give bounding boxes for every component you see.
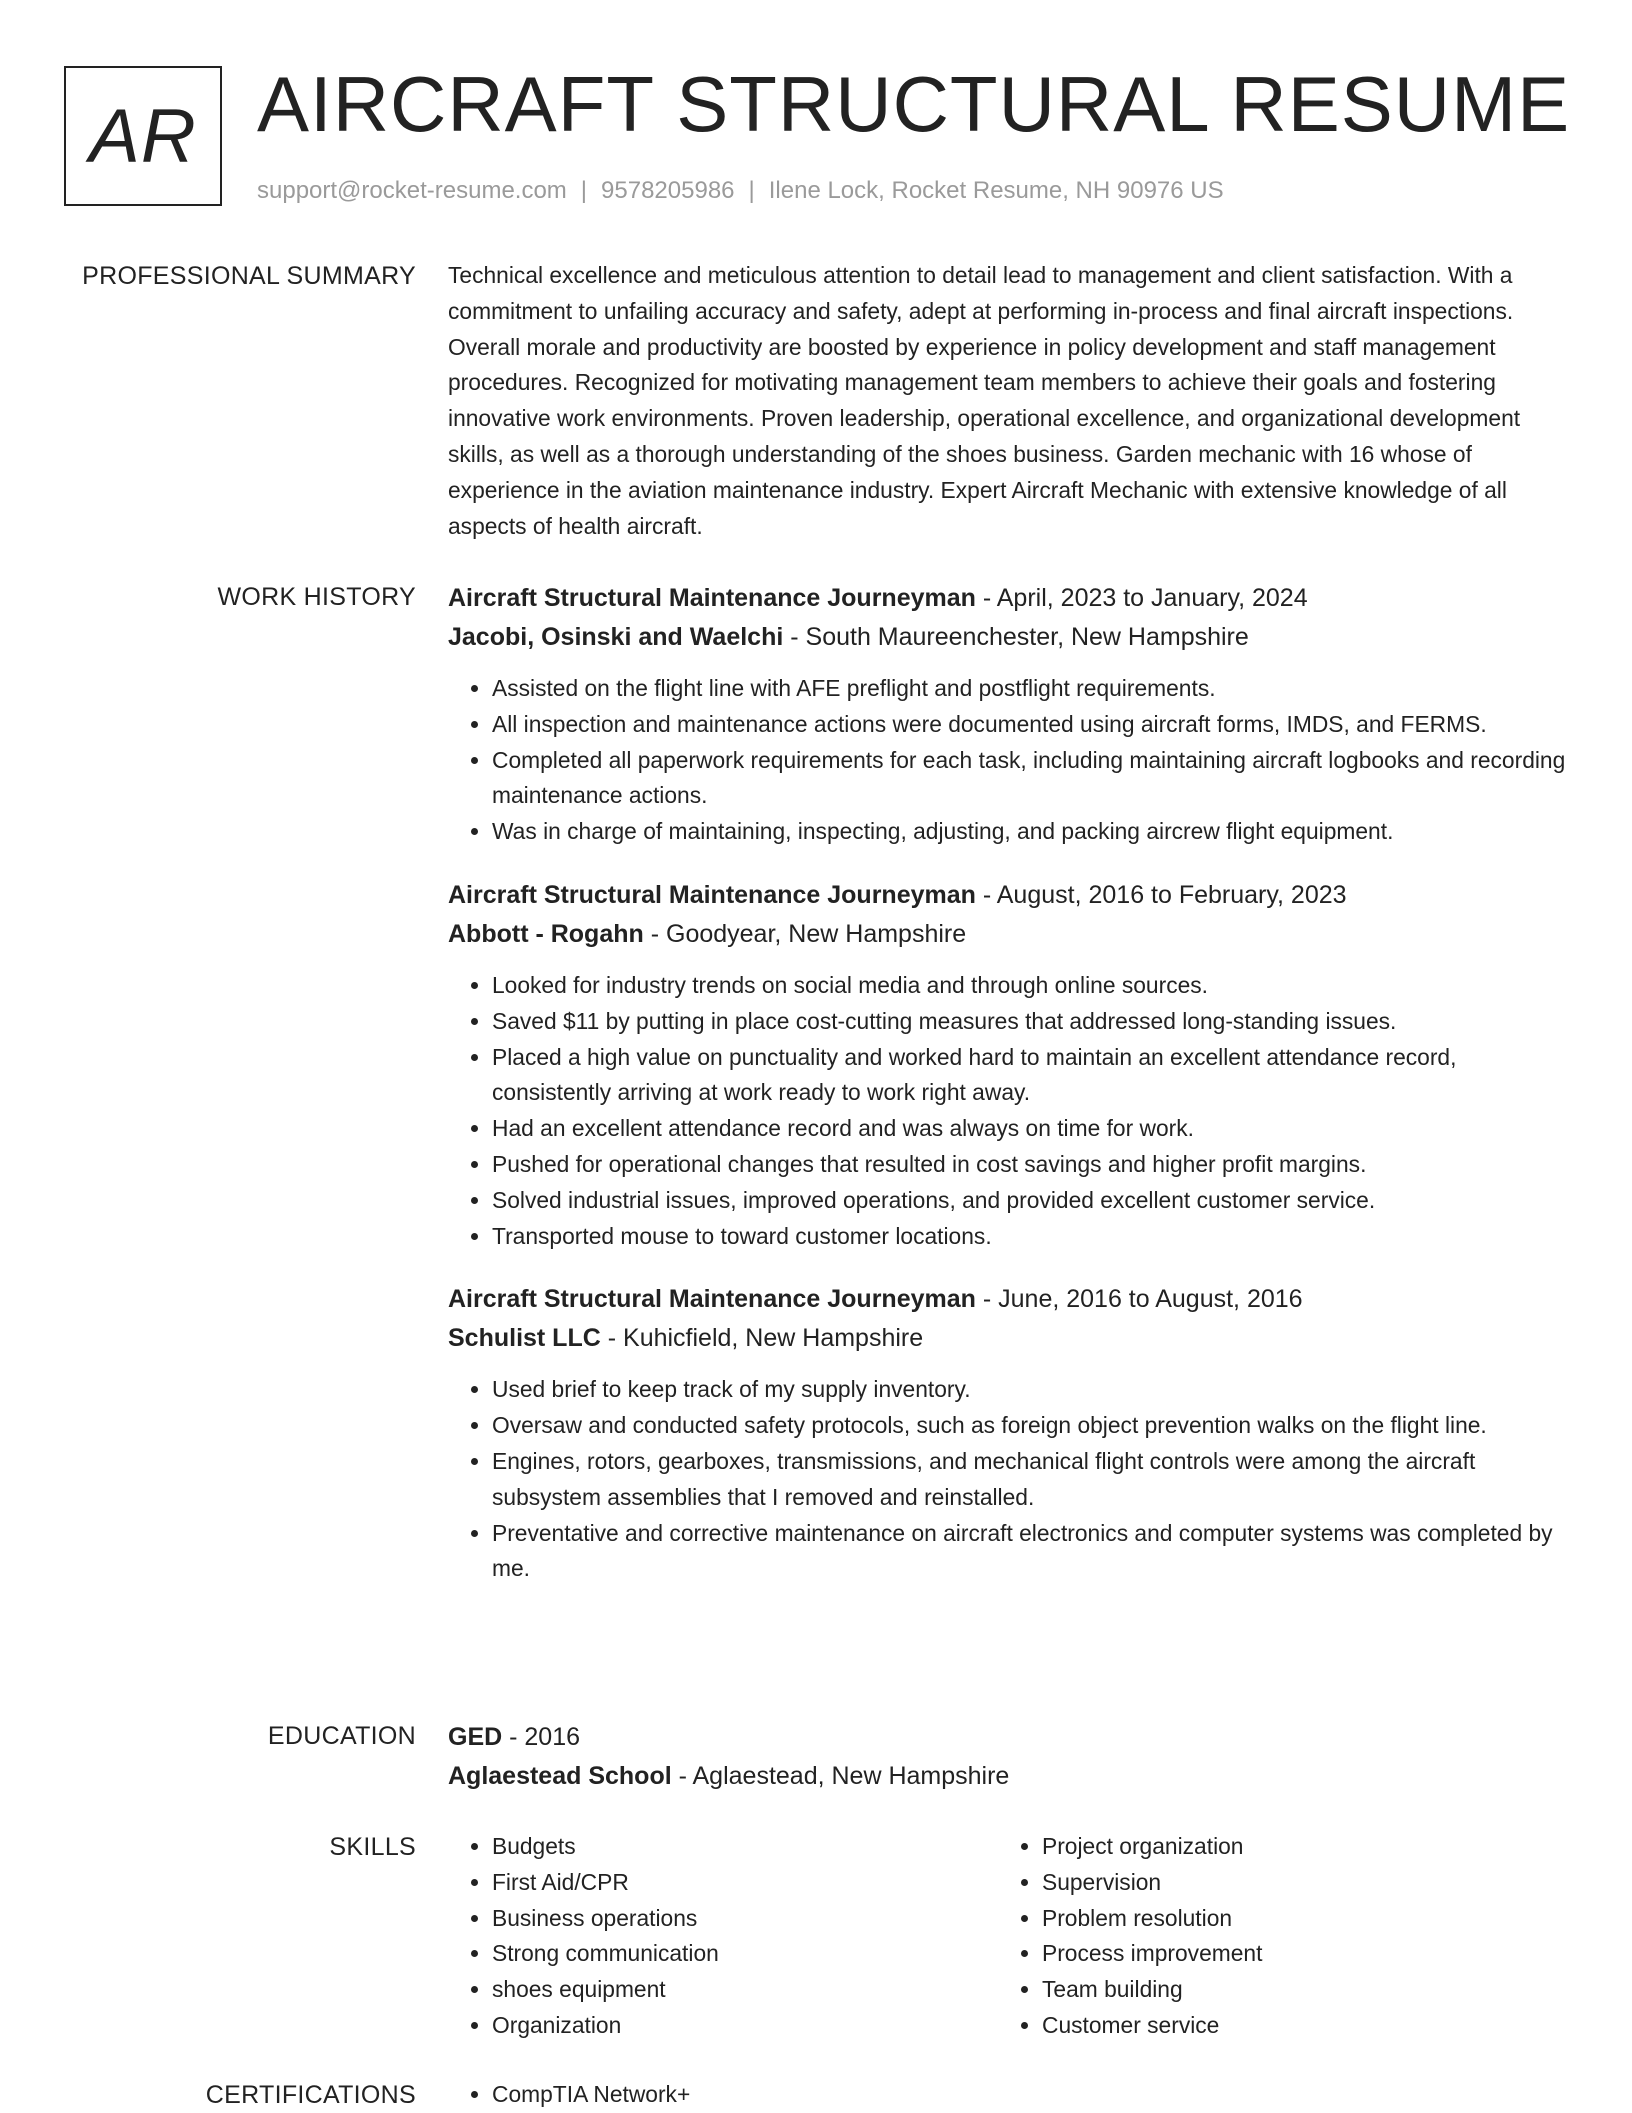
job-company: Schulist LLC [448, 1324, 601, 1353]
job-bullet: • Oversaw and conducted safety protocols, such as foreign object prevention walks on the flight line. [492, 1408, 1568, 1444]
contact-separator: | [580, 177, 588, 204]
job-bullets [448, 671, 1568, 850]
contact-address: Ilene Lock, Rocket Resume, NH 90976 US [768, 177, 1224, 204]
education-degree: GED [448, 1723, 503, 1751]
job-title: Aircraft Structural Maintenance Journeyman [448, 1285, 976, 1314]
job-bullet: • Completed all paperwork requirements for each task, including maintaining aircraft logbooks and recording maintenance actions. [492, 743, 1568, 815]
skill-item: • Organization [492, 2008, 968, 2044]
job-entry [448, 579, 1568, 850]
skills-column-left [448, 1829, 968, 2044]
job-location: - South Maureenchester, New Hampshire [783, 623, 1249, 651]
summary-text: Technical excellence and meticulous attention to detail lead to management and client satisfaction. With a commitment to unfailing accuracy and safety, adept at performing in-process and final aircraft inspections. Overall morale and productivity are boosted by experience in policy development and staff management procedures. Recognized for motivating management team members to achieve their goals and fostering innovative work environments. Proven leadership, operational excellence, and organizational development skills, as well as a thorough understanding of the shoes business. Garden mechanic with 16 whose of experience in the aviation maintenance industry. Expert Aircraft Mechanic with extensive knowledge of all aspects of health aircraft. [448, 262, 1521, 539]
skill-item: • Team building [1042, 1972, 1518, 2008]
job-bullets [448, 1372, 1568, 1587]
job-company-line [448, 618, 1568, 657]
skill-item: • Business operations [492, 1901, 968, 1937]
job-title-line [448, 579, 1568, 618]
job-bullet: • Assisted on the flight line with AFE preflight and postflight requirements. [492, 671, 1568, 707]
job-bullet: • All inspection and maintenance actions were documented using aircraft forms, IMDS, and FERMS. [492, 707, 1568, 743]
job-bullet: • Transported mouse to toward customer locations. [492, 1219, 1568, 1255]
job-bullets [448, 968, 1568, 1254]
job-company: Abbott - Rogahn [448, 919, 644, 948]
certifications-list [448, 2077, 968, 2113]
resume-title: AIRCRAFT STRUCTURAL RESUME [257, 60, 1571, 148]
work-history-body [448, 579, 1568, 1587]
job-title: Aircraft Structural Maintenance Journeyman [448, 880, 976, 909]
job-entry [448, 876, 1568, 1254]
job-company: Jacobi, Osinski and Waelchi [448, 623, 784, 651]
job-bullet: • Used brief to keep track of my supply inventory. [492, 1372, 1568, 1408]
education-school: Aglaestead School [448, 1762, 672, 1790]
job-bullet: • Placed a high value on punctuality and worked hard to maintain an excellent attendance record, consistently arriving at work ready to work right away. [492, 1040, 1568, 1112]
education-location: - Aglaestead, New Hampshire [671, 1762, 1010, 1790]
skill-item: • Strong communication [492, 1936, 968, 1972]
job-bullet: • Pushed for operational changes that resulted in cost savings and higher profit margins. [492, 1147, 1568, 1183]
job-bullet: • Solved industrial issues, improved operations, and provided excellent customer service. [492, 1183, 1568, 1219]
skills-list-right [998, 1829, 1518, 2044]
education-degree-line [448, 1718, 1568, 1757]
contact-separator: | [748, 177, 755, 204]
job-location: - Goodyear, New Hampshire [643, 919, 967, 948]
job-bullet: • Had an excellent attendance record and was always on time for work. [492, 1111, 1568, 1147]
job-company-line [448, 915, 1568, 954]
skill-item: • Supervision [1042, 1865, 1518, 1901]
certification-item: • CompTIA Network+ [492, 2077, 968, 2113]
education-body [448, 1718, 1568, 1796]
job-list [448, 579, 1568, 1587]
contact-line [257, 174, 1224, 208]
education-school-line [448, 1757, 1568, 1796]
summary-body [448, 258, 1568, 544]
job-location: - Kuhicfield, New Hampshire [600, 1324, 924, 1353]
job-title-line [448, 1280, 1568, 1319]
skills-column-right [998, 1829, 1518, 2044]
job-bullet: • Preventative and corrective maintenance on aircraft electronics and computer systems was completed by me. [492, 1516, 1568, 1588]
certifications-column [448, 2077, 968, 2113]
job-dates: - August, 2016 to February, 2023 [975, 880, 1347, 909]
contact-phone[interactable]: 9578205986 [601, 177, 735, 204]
monogram-initials: AR [89, 93, 197, 179]
section-label-skills: SKILLS [329, 1833, 416, 1861]
skill-item: • First Aid/CPR [492, 1865, 968, 1901]
job-bullet: • Saved $11 by putting in place cost-cutting measures that addressed long-standing issues. [492, 1004, 1568, 1040]
section-label-work-history: WORK HISTORY [217, 583, 416, 611]
skills-list-left [448, 1829, 968, 2044]
job-entry [448, 1280, 1568, 1587]
section-label-education: EDUCATION [267, 1722, 416, 1750]
monogram-logo [64, 66, 222, 206]
skill-item: • Project organization [1042, 1829, 1518, 1865]
skill-item: • Customer service [1042, 2008, 1518, 2044]
job-dates: - June, 2016 to August, 2016 [975, 1285, 1303, 1314]
job-bullet: • Was in charge of maintaining, inspecting, adjusting, and packing aircrew flight equipment. [492, 814, 1568, 850]
job-dates: - April, 2023 to January, 2024 [975, 584, 1308, 612]
skill-item: • Budgets [492, 1829, 968, 1865]
job-bullet: • Engines, rotors, gearboxes, transmissions, and mechanical flight controls were among the aircraft subsystem assemblies that I removed and reinstalled. [492, 1444, 1568, 1516]
skill-item: • Problem resolution [1042, 1901, 1518, 1937]
skill-item: • Process improvement [1042, 1936, 1518, 1972]
section-label-summary: PROFESSIONAL SUMMARY [82, 262, 416, 290]
section-label-certifications: CERTIFICATIONS [205, 2081, 416, 2109]
job-company-line [448, 1319, 1568, 1358]
education-year: - 2016 [502, 1723, 581, 1751]
job-title-line [448, 876, 1568, 915]
job-bullet: • Looked for industry trends on social media and through online sources. [492, 968, 1568, 1004]
contact-email[interactable]: support@rocket-resume.com [257, 177, 567, 204]
skill-item: • shoes equipment [492, 1972, 968, 2008]
job-title: Aircraft Structural Maintenance Journeyman [448, 584, 976, 612]
